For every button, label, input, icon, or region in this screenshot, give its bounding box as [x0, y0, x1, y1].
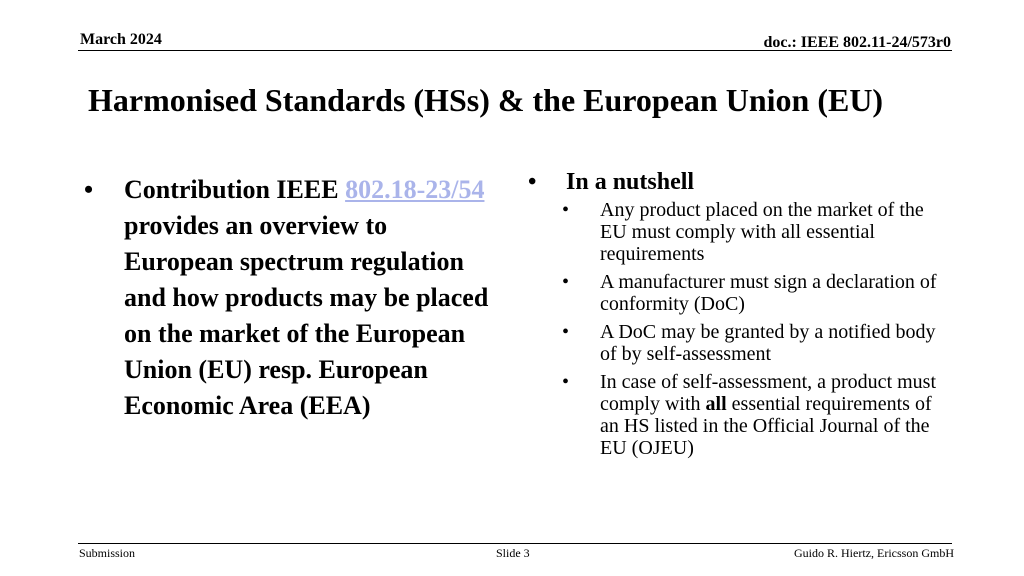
- left-text-prefix: Contribution IEEE: [124, 175, 346, 204]
- footer-slide-number: Slide 3: [496, 546, 530, 560]
- sub-bullet-text: A manufacturer must sign a declaration of conformity (DoC): [600, 271, 937, 315]
- left-bullet-item: [84, 172, 504, 424]
- sub-bullet-text: A DoC may be granted by a notified body of by self-assessment: [600, 321, 936, 365]
- bullet: •: [562, 371, 570, 393]
- emphasis-all: all: [705, 393, 727, 415]
- header-date: March 2024: [80, 31, 162, 48]
- header-divider: [78, 50, 952, 51]
- sub-bullet-item: [528, 199, 948, 265]
- contribution-link[interactable]: 802.18-23/54: [345, 175, 485, 204]
- sub-bullet-item: [528, 271, 948, 315]
- sub-bullet-item: [528, 371, 948, 459]
- bullet: •: [562, 271, 570, 293]
- left-text-suffix: provides an overview to European spectrum regulation and how products may be placed on the market of the European Union (EU) resp. European Economic Area (EEA): [124, 211, 489, 420]
- right-column: [528, 167, 948, 459]
- footer-author: Guido R. Hiertz, Ericsson GmbH: [794, 546, 954, 560]
- footer-divider: [78, 543, 952, 544]
- bullet: •: [562, 199, 570, 221]
- nutshell-heading-item: [528, 167, 948, 197]
- left-bullet-text: [124, 172, 499, 424]
- sub-bullet-text: Any product placed on the market of the EU must comply with all essential requirements: [600, 199, 924, 265]
- sub-text-post: essential requirements of an HS listed in the Official Journal of the EU (OJEU): [600, 393, 932, 459]
- nutshell-heading: In a nutshell: [566, 169, 695, 195]
- header-doc-id: doc.: IEEE 802.11-24/573r0: [763, 34, 951, 51]
- footer-submission: Submission: [79, 546, 136, 560]
- sub-bullet-text: [600, 371, 940, 459]
- left-column: [84, 172, 504, 424]
- bullet: •: [84, 175, 94, 204]
- sub-bullet-item: [528, 321, 948, 365]
- bullet: •: [562, 321, 570, 343]
- sub-text-pre: In case of self-assessment, a product must comply with: [600, 371, 937, 415]
- bullet: •: [528, 169, 537, 195]
- slide-title: Harmonised Standards (HSs) & the European Union (EU): [88, 82, 884, 118]
